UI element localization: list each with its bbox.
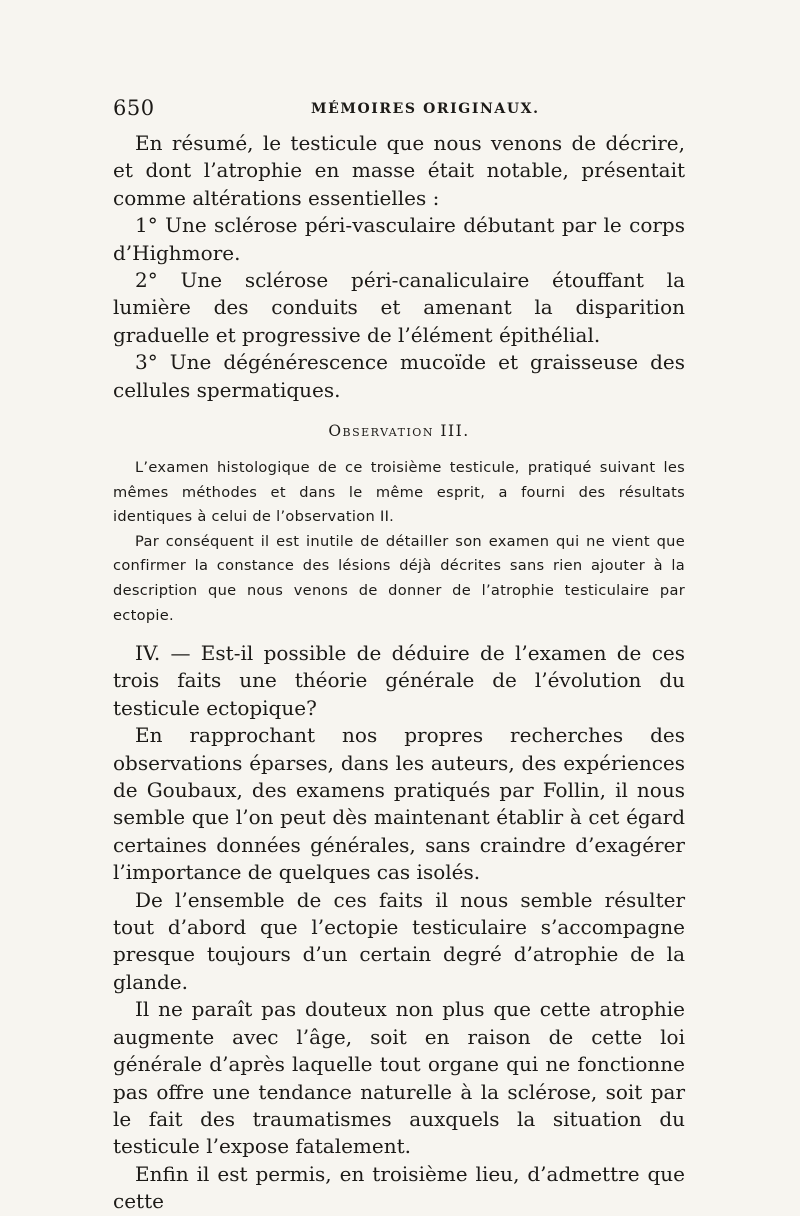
body-paragraph-continued: Enfin il est permis, en troisième lieu, d’admettre que cette [113, 1161, 685, 1214]
page-number: 650 [113, 96, 155, 120]
section-iv [113, 640, 685, 1216]
running-head: MÉMOIRES ORIGINAUX. [311, 101, 540, 117]
body-paragraph: De l’ensemble de ces faits il nous semble résulter tout d’abord que l’ectopie testiculaire s’accompagne presque toujours d’un certain degré d’atrophie de la glande. [113, 887, 685, 994]
summary-paragraph: En résumé, le testicule que nous venons de décrire, et dont l’atrophie en masse était notable, présentait comme altérations essentielles : [113, 131, 685, 210]
section-iv-question: IV. — Est-il possible de déduire de l’examen de ces trois faits une théorie générale de l’évolution du testicule ectopique? [113, 641, 685, 720]
observation-section [113, 456, 685, 628]
body-paragraph: Il ne paraît pas douteux non plus que cette atrophie augmente avec l’âge, soit en raison de cette loi générale d’après laquelle tout organe qui ne fonctionne pas offre une tendance naturelle à la sclérose, soit par le fait des traumatismes auxquels la situation du testicule l’expose fatalement. [113, 997, 685, 1159]
finding-2: 2° Une sclérose péri-canaliculaire étouffant la lumière des conduits et amenant la disparition graduelle et progressive de l’élément épithélial. [113, 268, 685, 347]
observation-title: Observation III. [328, 422, 470, 440]
finding-1: 1° Une sclérose péri-vasculaire débutant par le corps d’Highmore. [113, 213, 685, 265]
body-paragraph: En rapprochant nos propres recherches des observations éparses, dans les auteurs, des expériences de Goubaux, des examens pratiqués par Follin, il nous semble que l’on peut dès maintenant établir à cet égard certaines données générales, sans craindre d’exagérer l’importance de quelques cas isolés. [113, 723, 685, 885]
observation-paragraph: L’examen histologique de ce troisième testicule, pratiqué suivant les mêmes méthodes et dans le même esprit, a fourni des résultats identiques à celui de l’observation II. [113, 459, 685, 526]
observation-paragraph: Par conséquent il est inutile de détailler son examen qui ne vient que confirmer la constance des lésions déjà décrites sans rien ajouter à la description que nous venons de donner de l’atrophie testiculaire par ectopie. [113, 532, 685, 624]
finding-3: 3° Une dégénérescence mucoïde et graisseuse des cellules spermatiques. [113, 350, 685, 402]
page-header [113, 96, 685, 124]
summary-section [113, 130, 685, 404]
